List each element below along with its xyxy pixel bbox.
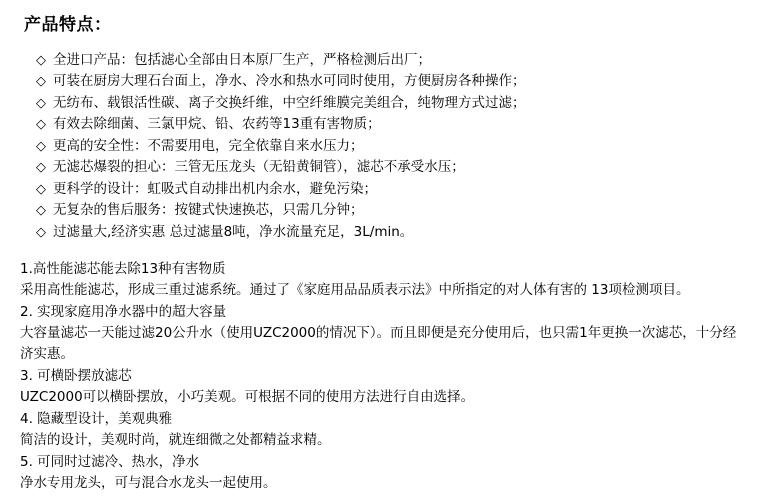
list-item-label: 无滤芯爆裂的担心：三管无压龙头（无铅黄铜管），滤芯不承受水压； — [53, 159, 465, 176]
detail-section — [20, 366, 745, 408]
list-item — [36, 114, 745, 136]
detail-section — [20, 302, 745, 365]
section-heading: 1.高性能滤芯能去除13种有害物质 — [20, 261, 226, 278]
diamond-bullet-icon: ◇ — [36, 74, 46, 90]
section-heading: 2. 实现家庭用净水器中的超大容量 — [20, 304, 227, 321]
detail-sections — [20, 259, 745, 494]
section-body: 简洁的设计，美观时尚，就连细微之处都精益求精。 — [20, 432, 331, 449]
list-item-label: 过滤量大,经济实惠 总过滤量8吨，净水流量充足，3L/min。 — [53, 223, 414, 240]
section-heading: 5. 可同时过滤冷、热水，净水 — [20, 454, 200, 471]
list-item — [36, 71, 745, 93]
diamond-bullet-icon: ◇ — [36, 95, 46, 111]
diamond-bullet-icon: ◇ — [36, 117, 46, 133]
list-item — [36, 50, 745, 72]
list-item — [36, 200, 745, 222]
section-body: 大容量滤芯一天能过滤20公升水（使用UZC2000的情况下）。而且即便是充分使用后，也只需1年更换一次滤芯，十分经济实惠。 — [20, 325, 737, 363]
section-heading: 4. 隐藏型设计，美观典雅 — [20, 411, 173, 428]
diamond-bullet-icon: ◇ — [36, 138, 46, 154]
detail-section — [20, 452, 745, 494]
detail-section — [20, 409, 745, 451]
section-heading: 3. 可横卧摆放滤芯 — [20, 368, 132, 385]
list-item-label: 更高的安全性：不需要用电，完全依靠自来水压力； — [53, 137, 364, 154]
list-item-label: 更科学的设计：虹吸式自动排出机内余水，避免污染； — [53, 180, 377, 197]
section-body: 采用高性能滤芯，形成三重过滤系统。通过了《家庭用品品质表示法》中所指定的对人体有害的 13项检测项目。 — [20, 282, 690, 299]
diamond-bullet-icon: ◇ — [36, 160, 46, 176]
list-item-label: 有效去除细菌、三氯甲烷、铅、农药等13重有害物质； — [53, 116, 381, 133]
page-title: 产品特点： — [24, 15, 112, 35]
detail-section — [20, 259, 745, 301]
list-item — [36, 157, 745, 179]
list-item-label: 全进口产品：包括滤心全部由日本原厂生产，严格检测后出厂； — [53, 51, 431, 68]
section-body: 净水专用龙头，可与混合水龙头一起使用。 — [20, 475, 277, 492]
list-item-label: 可装在厨房大理石台面上，净水、冷水和热水可同时使用，方便厨房各种操作； — [53, 73, 526, 90]
list-item — [36, 136, 745, 158]
list-item-label: 无纺布、载银活性碳、离子交换纤维，中空纤维膜完美组合，纯物理方式过滤； — [53, 94, 526, 111]
list-item — [36, 222, 745, 244]
list-item — [36, 93, 745, 115]
product-feature-list — [36, 50, 745, 244]
list-item — [36, 179, 745, 201]
diamond-bullet-icon: ◇ — [36, 181, 46, 197]
list-item-label: 无复杂的售后服务：按键式快速换芯，只需几分钟； — [53, 202, 364, 219]
diamond-bullet-icon: ◇ — [36, 224, 46, 240]
section-body: UZC2000可以横卧摆放，小巧美观。可根据不同的使用方法进行自由选择。 — [20, 389, 475, 406]
diamond-bullet-icon: ◇ — [36, 52, 46, 68]
diamond-bullet-icon: ◇ — [36, 203, 46, 219]
